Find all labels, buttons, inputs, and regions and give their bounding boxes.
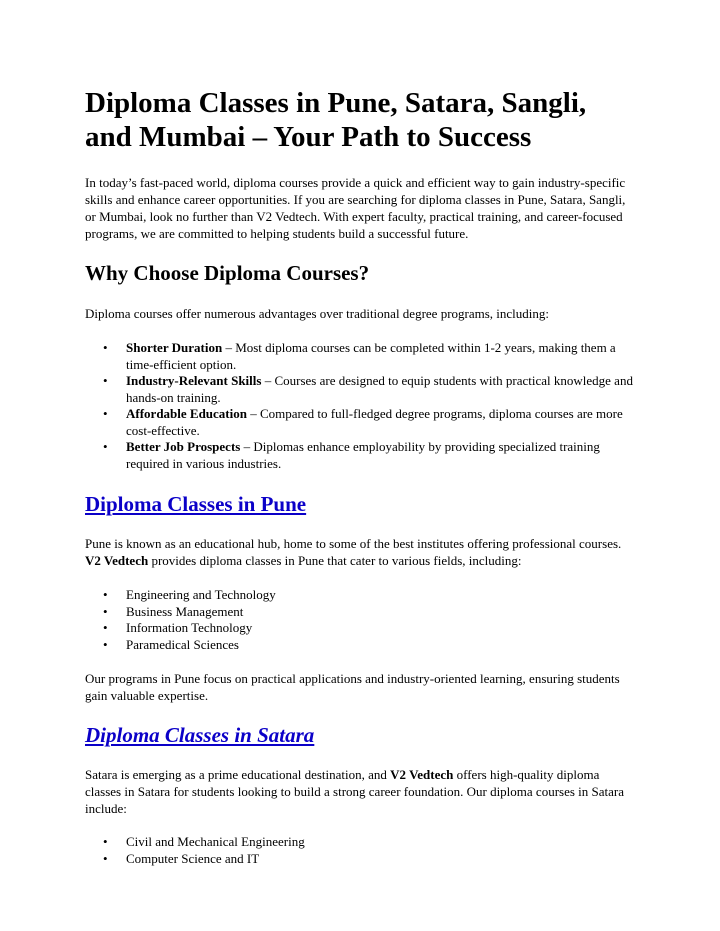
list-item xyxy=(85,439,638,472)
bullet-icon: • xyxy=(103,850,108,866)
bullet-icon: • xyxy=(103,340,108,355)
brand-name: V2 Vedtech xyxy=(85,553,149,568)
item-text: Paramedical Sciences xyxy=(126,636,239,652)
bullet-icon: • xyxy=(103,636,108,652)
bullet-icon: • xyxy=(103,439,108,454)
list-item xyxy=(85,340,638,373)
satara-courses-list xyxy=(85,834,638,867)
list-item xyxy=(85,604,638,621)
pune-intro-text-end: provides diploma classes in Pune that cater to various fields, including: xyxy=(148,553,522,568)
list-item xyxy=(85,834,638,851)
item-bold-label: Shorter Duration xyxy=(126,340,223,355)
advantages-list xyxy=(85,340,638,472)
pune-intro-paragraph xyxy=(85,535,638,569)
satara-intro-text-end: offers high-quality diploma classes in Satara for students looking to build a strong career foundation. Our diploma courses in Satara include: xyxy=(85,767,625,816)
item-text: – Diplomas enhance employability by providing specialized training required in various industries. xyxy=(126,439,600,471)
bullet-icon: • xyxy=(103,373,108,388)
why-lead-paragraph: Diploma courses offer numerous advantages over traditional degree programs, including: xyxy=(85,306,550,321)
bullet-icon: • xyxy=(103,834,108,849)
bullet-icon: • xyxy=(103,620,108,635)
item-bold-label: Better Job Prospects xyxy=(126,439,241,454)
pune-fields-list xyxy=(85,587,638,653)
bullet-icon: • xyxy=(103,603,108,619)
item-bold-label: Affordable Education xyxy=(126,406,247,421)
item-text: Business Management xyxy=(126,603,244,619)
page-title: Diploma Classes in Pune, Satara, Sangli, and Mumbai – Your Path to Success xyxy=(85,87,587,153)
item-text: Information Technology xyxy=(126,620,253,635)
satara-intro-text: Satara is emerging as a prime educational destination, and xyxy=(85,767,391,782)
item-text: – Courses are designed to equip students with practical knowledge and hands-on training. xyxy=(126,373,633,405)
list-item xyxy=(85,620,638,637)
list-item xyxy=(85,637,638,654)
item-text: – Compared to full-fledged degree programs, diploma courses are more cost-effective. xyxy=(126,406,623,438)
item-text: Civil and Mechanical Engineering xyxy=(126,834,305,849)
satara-heading-link[interactable]: Diploma Classes in Satara xyxy=(85,723,315,747)
pune-summary-paragraph: Our programs in Pune focus on practical applications and industry-oriented learning, ensuring students gain valuable expertise. xyxy=(85,671,620,703)
list-item xyxy=(85,406,638,439)
satara-heading xyxy=(85,723,638,748)
pune-heading-link[interactable]: Diploma Classes in Pune xyxy=(85,492,307,516)
intro-paragraph: In today’s fast-paced world, diploma courses provide a quick and efficient way to gain industry-specific skills and enhance career opportunities. If you are searching for diploma classes in Pune, Satara, Sangli, or Mumbai, look no further than V2 Vedtech. With expert faculty, practical training, and career-focused programs, we are committed to helping students build a successful future. xyxy=(85,175,626,241)
list-item xyxy=(85,373,638,406)
list-item xyxy=(85,851,638,868)
item-text: – Most diploma courses can be completed within 1-2 years, making them a time-efficient option. xyxy=(126,340,616,372)
list-item xyxy=(85,587,638,604)
bullet-icon: • xyxy=(103,406,108,421)
item-text: Computer Science and IT xyxy=(126,850,260,866)
brand-name: V2 Vedtech xyxy=(390,767,454,782)
why-heading: Why Choose Diploma Courses? xyxy=(85,261,370,285)
satara-intro-paragraph xyxy=(85,766,638,817)
pune-heading xyxy=(85,492,638,517)
bullet-icon: • xyxy=(103,587,108,602)
pune-intro-text: Pune is known as an educational hub, home to some of the best institutes offering professional courses. xyxy=(85,536,622,551)
item-bold-label: Industry-Relevant Skills xyxy=(126,373,262,388)
item-text: Engineering and Technology xyxy=(126,587,276,602)
